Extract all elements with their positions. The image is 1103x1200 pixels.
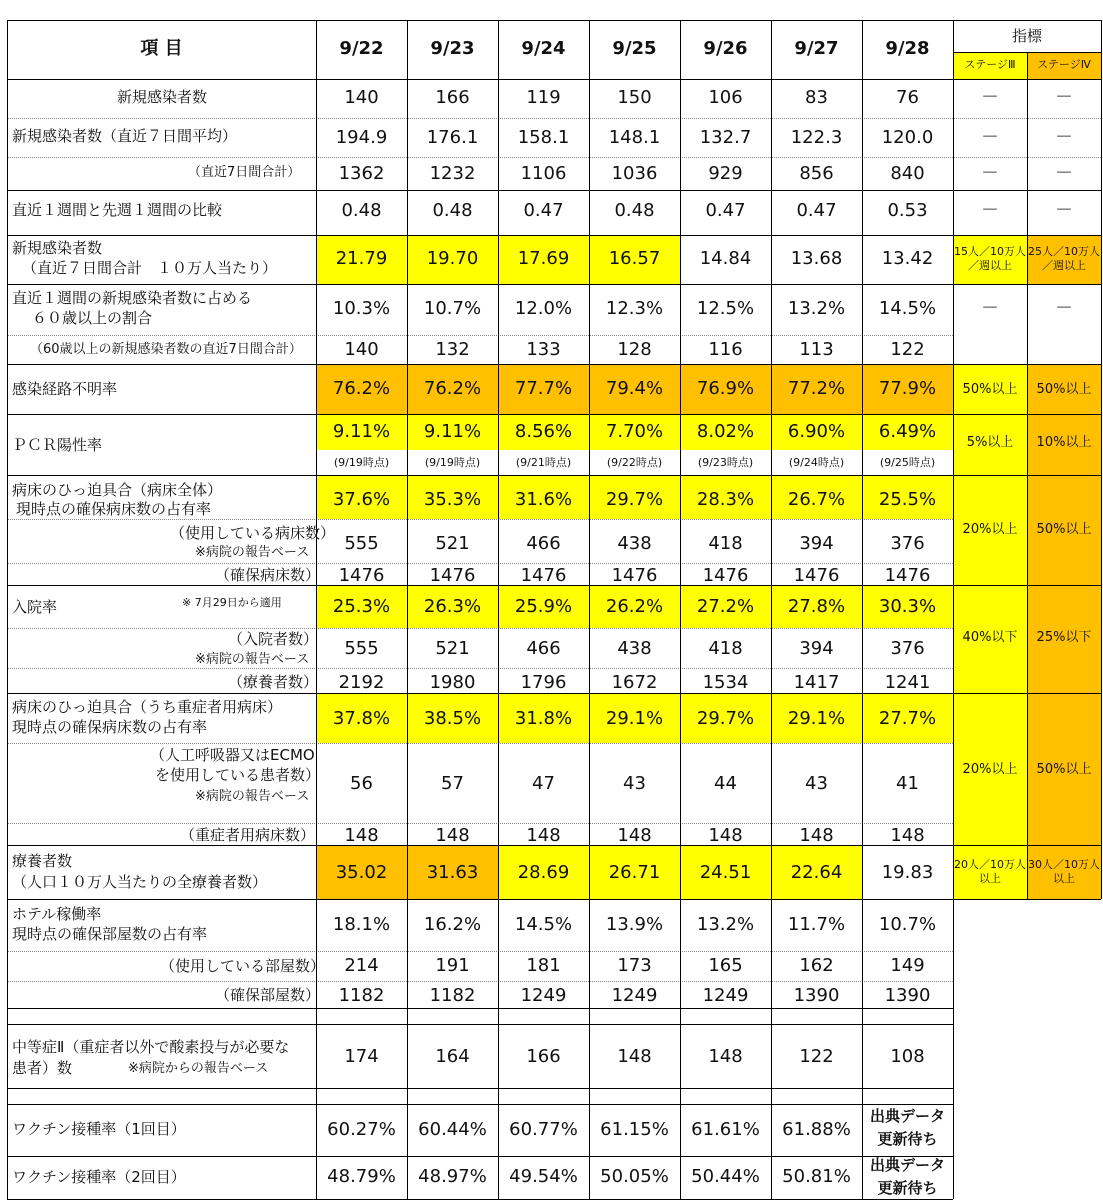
value-cell: 466 [526,638,561,659]
value-cell: 27.8% [787,596,846,617]
value-cell: 76 [896,87,919,108]
value-cell: 166 [526,1046,561,1067]
stage3-value: 20%以上 [962,522,1018,537]
value-cell: 555 [344,533,379,554]
value-cell: 148 [526,825,561,846]
date-note: (9/19時点) [424,456,481,469]
row-label-7day-sum: （直近7日間合計） [188,165,301,180]
value-cell: 48.79% [327,1166,396,1187]
value-cell: 26.7% [787,489,846,510]
row-divider [7,1024,953,1025]
value-cell: 133 [526,339,561,360]
row-divider [7,519,953,520]
value-cell: 22.64 [790,862,843,883]
value-cell: 0.48 [341,200,382,221]
value-cell: 37.8% [332,708,391,729]
value-cell: 31.63 [426,862,479,883]
value-cell: 10.3% [332,298,391,319]
row-label-over60-sum: （60歳以上の新規感染者数の直近7日間合計） [30,342,302,357]
row-divider [7,190,1101,191]
stage3-value: 15人／10万人 [954,245,1026,258]
row-divider [7,823,953,824]
value-cell: 9.11% [423,421,482,442]
value-cell: 1249 [520,985,567,1006]
value-cell: 56 [350,773,373,794]
row-label-hotel: ホテル稼働率 [12,905,102,923]
value-cell: 38.5% [423,708,482,729]
value-cell: 181 [526,955,561,976]
value-cell: 79.4% [605,378,664,399]
value-cell: 1476 [338,565,385,586]
value-cell: 148 [435,825,470,846]
stage3-value: － [981,163,999,184]
value-cell: 47 [532,773,555,794]
value-cell: 14.5% [878,298,937,319]
row-label-ventilator-sub: を使用している患者数） [155,766,321,784]
row-label-severe-bed: 病床のひっ迫具合（うち重症者用病床） [12,698,283,716]
row-divider [7,79,1101,80]
stage3-value: 5%以上 [966,435,1014,450]
value-cell: 148 [890,825,925,846]
value-cell: 1390 [793,985,840,1006]
row-label-recuperating: （療養者数） [228,673,319,691]
stage3-value: 以上 [979,872,1001,885]
pending-data: 更新待ち [877,1130,938,1148]
row-label-over60-sub: ６０歳以上の割合 [32,309,153,327]
value-cell: 148 [344,825,379,846]
value-cell: 166 [435,87,470,108]
value-cell: 1362 [338,163,385,184]
stage3-value: － [981,87,999,108]
value-cell: 1417 [793,672,840,693]
value-cell: 376 [890,638,925,659]
stage3-value: － [981,127,999,148]
value-cell: 122 [890,339,925,360]
value-cell: 6.49% [878,421,937,442]
value-cell: 31.6% [514,489,573,510]
value-cell: 13.68 [790,248,843,269]
stage4-value: 25%以下 [1036,630,1092,645]
value-cell: 119 [526,87,561,108]
value-cell: 8.56% [514,421,573,442]
value-cell: 61.61% [691,1119,760,1140]
row-divider [7,1088,953,1089]
value-cell: 0.47 [705,200,746,221]
value-cell: 77.9% [878,378,937,399]
column-header-date: 9/25 [612,38,657,59]
value-cell: 418 [708,638,743,659]
value-cell: 113 [799,339,834,360]
value-cell: 1980 [429,672,476,693]
value-cell: 148 [617,825,652,846]
value-cell: 1106 [520,163,567,184]
value-cell: 1036 [611,163,658,184]
value-cell: 11.7% [787,914,846,935]
value-cell: 1249 [702,985,749,1006]
stage3-header: ステージⅢ [964,58,1016,71]
date-note: (9/22時点) [606,456,663,469]
value-cell: 148.1 [608,127,661,148]
value-cell: 394 [799,533,834,554]
value-cell: 521 [435,533,470,554]
stage4-value: － [1055,298,1073,319]
indicator-header: 指標 [1011,27,1042,45]
row-divider [7,1156,953,1157]
value-cell: 16.2% [423,914,482,935]
stage3-value: 20人／10万人 [954,858,1026,871]
column-header-date: 9/27 [794,38,839,59]
value-cell: 12.0% [514,298,573,319]
row-label-moderate-sub: 患者）数 [12,1059,73,1077]
value-cell: 1249 [611,985,658,1006]
value-cell: 0.47 [523,200,564,221]
value-cell: 48.97% [418,1166,487,1187]
value-cell: 1182 [429,985,476,1006]
column-header-date: 9/24 [521,38,566,59]
row-divider [7,235,1101,236]
stage3-value: － [981,298,999,319]
value-cell: 174 [344,1046,379,1067]
value-cell: 173 [617,955,652,976]
row-divider [7,899,1101,900]
column-header-date: 9/28 [885,38,930,59]
value-cell: 37.6% [332,489,391,510]
value-cell: 61.15% [600,1119,669,1140]
row-label-7day-average: 新規感染者数（直近７日間平均） [12,127,238,145]
date-note: (9/21時点) [515,456,572,469]
value-cell: 60.44% [418,1119,487,1140]
value-cell: 77.7% [514,378,573,399]
value-cell: 162 [799,955,834,976]
stage4-value: 50%以上 [1036,382,1092,397]
value-cell: 50.44% [691,1166,760,1187]
value-cell: 214 [344,955,379,976]
row-label-rooms-used: （使用している部屋数） [160,957,326,975]
value-cell: 60.27% [327,1119,396,1140]
value-cell: 17.69 [517,248,570,269]
value-cell: 77.2% [787,378,846,399]
value-cell: 376 [890,533,925,554]
value-cell: 1476 [520,565,567,586]
stage3-value: 40%以下 [962,630,1018,645]
value-cell: 1241 [884,672,931,693]
column-divider [1101,20,1102,899]
value-cell: 1672 [611,672,658,693]
value-cell: 1476 [611,565,658,586]
value-cell: 57 [441,773,464,794]
pending-data: 出典データ [869,1107,945,1125]
value-cell: 28.3% [696,489,755,510]
value-cell: 1390 [884,985,931,1006]
value-cell: 132 [435,339,470,360]
value-cell: 150 [617,87,652,108]
value-cell: 194.9 [335,127,388,148]
row-note-hospital-report: ※病院からの報告ベース [128,1061,269,1076]
stage4-value: 以上 [1053,872,1075,885]
row-divider [7,628,953,629]
row-label-severe-bed-sub: 現時点の確保病床数の占有率 [12,718,208,736]
row-label-hospitalization: 入院率 [12,598,58,616]
value-cell: 140 [344,339,379,360]
pending-data: 更新待ち [877,1179,938,1197]
value-cell: 148 [708,1046,743,1067]
value-cell: 418 [708,533,743,554]
value-cell: 148 [708,825,743,846]
value-cell: 108 [890,1046,925,1067]
row-divider [7,157,1101,158]
column-divider [953,20,954,1199]
value-cell: 929 [708,163,743,184]
column-header-date: 9/26 [703,38,748,59]
value-cell: 41 [896,773,919,794]
row-label-bed: 病床のひっ迫具合（病床全体） [12,481,223,499]
stage4-value: 30人／10万人 [1028,858,1100,871]
stage4-header: ステージⅣ [1037,58,1091,71]
row-divider [7,563,953,564]
value-cell: 13.9% [605,914,664,935]
row-label-inpatients: （入院者数） [228,630,319,648]
value-cell: 19.70 [426,248,479,269]
value-cell: 856 [799,163,834,184]
value-cell: 50.05% [600,1166,669,1187]
value-cell: 16.57 [608,248,661,269]
row-divider [7,475,1101,476]
value-cell: 26.71 [608,862,661,883]
row-label-moderate: 中等症Ⅱ（重症者以外で酸素投与が必要な [12,1038,290,1056]
stage3-value: ／週以上 [968,259,1012,272]
row-label-beds-secured: （確保病床数） [215,566,321,584]
value-cell: 148 [617,1046,652,1067]
value-cell: 29.7% [605,489,664,510]
value-cell: 26.2% [605,596,664,617]
row-label-vaccine-2nd: ワクチン接種率（2回目） [12,1168,186,1186]
value-cell: 19.83 [881,862,934,883]
row-label-recuperating-per100k: 療養者数 [12,852,73,870]
value-cell: 12.5% [696,298,755,319]
value-cell: 8.02% [696,421,755,442]
value-cell: 1476 [702,565,749,586]
value-cell: 30.3% [878,596,937,617]
value-cell: 840 [890,163,925,184]
value-cell: 83 [805,87,828,108]
row-divider [7,981,953,982]
value-cell: 29.1% [787,708,846,729]
stage4-value: － [1055,200,1073,221]
value-cell: 116 [708,339,743,360]
value-cell: 43 [805,773,828,794]
value-cell: 44 [714,773,737,794]
value-cell: 1182 [338,985,385,1006]
row-divider [7,364,1101,365]
value-cell: 25.9% [514,596,573,617]
row-label-per100k: 新規感染者数 [12,239,103,257]
value-cell: 1534 [702,672,749,693]
stage3-value: 50%以上 [962,382,1018,397]
value-cell: 7.70% [605,421,664,442]
value-cell: 76.9% [696,378,755,399]
row-label-week-ratio: 直近１週間と先週１週間の比較 [12,201,223,219]
stage4-value: － [1055,87,1073,108]
value-cell: 176.1 [426,127,479,148]
value-cell: 35.3% [423,489,482,510]
value-cell: 2192 [338,672,385,693]
value-cell: 1476 [884,565,931,586]
value-cell: 158.1 [517,127,570,148]
row-label-per100k-sub: （直近７日間合計 １０万人当たり） [22,259,278,277]
value-cell: 120.0 [881,127,934,148]
row-label-hotel-sub: 現時点の確保部屋数の占有率 [12,925,208,943]
row-label-recuperating-per100k-sub: （人口１０万人当たりの全療養者数） [12,873,268,891]
value-cell: 165 [708,955,743,976]
row-divider [7,284,1101,285]
value-cell: 164 [435,1046,470,1067]
value-cell: 148 [799,825,834,846]
row-label-pcr: ＰＣＲ陽性率 [12,436,103,454]
row-divider [7,668,953,669]
row-divider [7,335,953,336]
column-divider [7,20,8,1199]
value-cell: 43 [623,773,646,794]
value-cell: 29.7% [696,708,755,729]
value-cell: 13.2% [787,298,846,319]
column-header-date: 9/23 [430,38,475,59]
date-note: (9/24時点) [788,456,845,469]
row-note-hospital-report: ※病院の報告ベース [195,652,310,667]
value-cell: 10.7% [423,298,482,319]
row-divider [7,118,1101,119]
date-note: (9/25時点) [879,456,936,469]
row-divider [7,1008,953,1009]
stage3-value: 20%以上 [962,762,1018,777]
date-note: (9/23時点) [697,456,754,469]
value-cell: 25.5% [878,489,937,510]
stage4-value: 25人／10万人 [1028,245,1100,258]
row-label-severe-beds: （重症者用病床数） [180,826,316,844]
row-label-new-cases: 新規感染者数 [116,88,207,106]
value-cell: 27.7% [878,708,937,729]
value-cell: 14.84 [699,248,752,269]
value-cell: 140 [344,87,379,108]
table-top-border [7,20,953,21]
row-divider [7,743,953,744]
row-label-beds-used: （使用している病床数） [170,524,336,542]
row-label-rooms-secured: （確保部屋数） [215,986,321,1004]
row-divider [7,951,953,952]
value-cell: 466 [526,533,561,554]
indicator-top-border [953,20,1101,21]
value-cell: 394 [799,638,834,659]
stage3-value: － [981,200,999,221]
value-cell: 0.48 [614,200,655,221]
value-cell: 61.88% [782,1119,851,1140]
stage4-value: 50%以上 [1036,522,1092,537]
row-label-over60: 直近１週間の新規感染者数に占める [12,289,253,307]
value-cell: 12.3% [605,298,664,319]
value-cell: 10.7% [878,914,937,935]
value-cell: 50.81% [782,1166,851,1187]
value-cell: 128 [617,339,652,360]
row-label-unknown-route: 感染経路不明率 [12,380,118,398]
row-label-bed-sub: 現時点の確保病床数の占有率 [16,500,212,518]
value-cell: 27.2% [696,596,755,617]
stage4-value: － [1055,163,1073,184]
value-cell: 6.90% [787,421,846,442]
value-cell: 122.3 [790,127,843,148]
value-cell: 0.47 [796,200,837,221]
stage4-value: － [1055,127,1073,148]
value-cell: 35.02 [335,862,388,883]
value-cell: 29.1% [605,708,664,729]
value-cell: 60.77% [509,1119,578,1140]
value-cell: 1476 [793,565,840,586]
value-cell: 521 [435,638,470,659]
stage4-value: 50%以上 [1036,762,1092,777]
row-label-ventilator: （人工呼吸器又はECMO [150,746,315,764]
value-cell: 21.79 [335,248,388,269]
value-cell: 106 [708,87,743,108]
value-cell: 1796 [520,672,567,693]
value-cell: 49.54% [509,1166,578,1187]
value-cell: 149 [890,955,925,976]
value-cell: 438 [617,638,652,659]
row-label-vaccine-1st: ワクチン接種率（1回目） [12,1120,186,1138]
row-note-applied: ※ 7月29日から適用 [182,596,282,609]
value-cell: 122 [799,1046,834,1067]
value-cell: 438 [617,533,652,554]
row-divider [7,414,1101,415]
pending-data: 出典データ [869,1156,945,1174]
value-cell: 25.3% [332,596,391,617]
value-cell: 28.69 [517,862,570,883]
value-cell: 76.2% [423,378,482,399]
value-cell: 26.3% [423,596,482,617]
value-cell: 1232 [429,163,476,184]
value-cell: 0.48 [432,200,473,221]
value-cell: 13.2% [696,914,755,935]
value-cell: 191 [435,955,470,976]
value-cell: 24.51 [699,862,752,883]
row-divider [7,1104,953,1105]
value-cell: 132.7 [699,127,752,148]
date-note: (9/19時点) [333,456,390,469]
row-note-hospital-report: ※病院の報告ベース [195,789,310,804]
value-cell: 555 [344,638,379,659]
value-cell: 13.42 [881,248,934,269]
value-cell: 76.2% [332,378,391,399]
value-cell: 31.8% [514,708,573,729]
stage4-value: 10%以上 [1036,435,1092,450]
column-header-date: 9/22 [339,38,384,59]
value-cell: 9.11% [332,421,391,442]
value-cell: 1476 [429,565,476,586]
row-note-hospital-report: ※病院の報告ベース [195,545,310,560]
stage4-value: ／週以上 [1042,259,1086,272]
value-cell: 18.1% [332,914,391,935]
value-cell: 0.53 [887,200,928,221]
column-header-item: 項 目 [140,38,183,59]
value-cell: 14.5% [514,914,573,935]
